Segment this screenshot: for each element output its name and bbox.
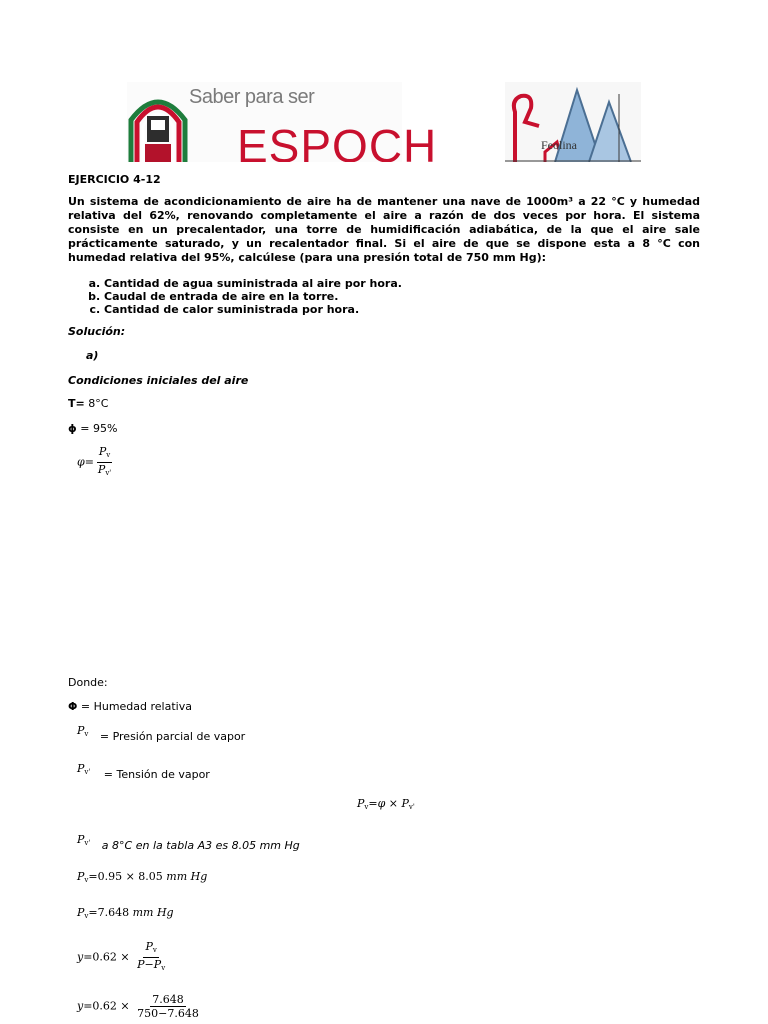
temperature-value: 8°C	[84, 397, 109, 410]
banner-institution: ESPOCH	[237, 120, 438, 162]
phi-formula: φ= $\frac{P_v}{P_{v'}}$	[77, 445, 112, 477]
definition-pvp: $P_{v'}$ = Tensión de vapor	[77, 762, 210, 781]
def-phi-text: = Humedad relativa	[77, 700, 192, 713]
list-item: a. Cantidad de agua suministrada al aire por hora.	[104, 277, 724, 290]
list-item: b. Caudal de entrada de aire en la torre.	[104, 290, 724, 303]
header-banner	[127, 82, 641, 162]
banner-slogan: Saber para ser	[189, 86, 315, 108]
humidity-ratio-formula: y=0.62 × $\frac{P_v}{P-P_v}$	[77, 940, 166, 972]
question-list	[68, 277, 724, 316]
def-phi-symbol: Φ	[68, 700, 78, 713]
definition-phi	[68, 700, 192, 713]
temperature-line	[68, 397, 108, 410]
table-note-line: $P_{v'}$ a 8°C en la tabla A3 es 8.05 mm Hg	[77, 833, 300, 852]
exercise-title: EJERCICIO 4-12	[68, 173, 161, 186]
def-pv-text: = Presión parcial de vapor	[99, 730, 246, 743]
solution-label: Solución:	[68, 325, 126, 338]
faculty-logo	[505, 82, 641, 162]
problem-statement: Un sistema de acondicionamiento de aire ha de mantener una nave de 1000m³ a 22 °C y humedad relativa del 62%, renovando completamente el aire a razón de dos veces por hora. El sistema consiste en un precalentador, una torre de humidificación adiabática, de la que el aire sale prácticamente saturado, y un recalentador final. Si el aire de que se dispone esta a 8 °C con humedad relativa del 95%, calcúlese (para una presión total de 750 mm Hg):	[68, 195, 700, 264]
university-logo	[127, 82, 438, 162]
humidity-line	[68, 422, 117, 435]
humidity-value: = 95%	[76, 422, 118, 435]
definition-pv: $P_v$ = Presión parcial de vapor	[77, 724, 246, 743]
donde-label: Donde:	[68, 676, 108, 689]
pressure-equation: $P_v=\varphi \times P_{v'}$	[357, 797, 415, 811]
humidity-ratio-numeric: y=0.62 × $\frac{7.648}{750-7.648}$	[77, 993, 199, 1020]
pv-result: $P_v=7.648$ mm Hg	[77, 906, 174, 920]
pv-calculation: $P_v=0.95 \times 8.05$ mm Hg	[77, 870, 208, 884]
faculty-logo-text: Feolina	[541, 138, 577, 152]
temperature-label: T=	[68, 397, 85, 410]
table-note: a 8°C en la tabla A3 es 8.05 mm Hg	[101, 839, 300, 852]
arch-emblem-icon	[127, 82, 189, 162]
def-pvp-text: = Tensión de vapor	[103, 768, 210, 781]
conditions-title: Condiciones iniciales del aire	[68, 374, 249, 387]
part-a-label: a)	[86, 349, 99, 362]
phi-symbol: ϕ	[68, 422, 77, 435]
list-item: c. Cantidad de calor suministrada por hora.	[104, 303, 724, 316]
